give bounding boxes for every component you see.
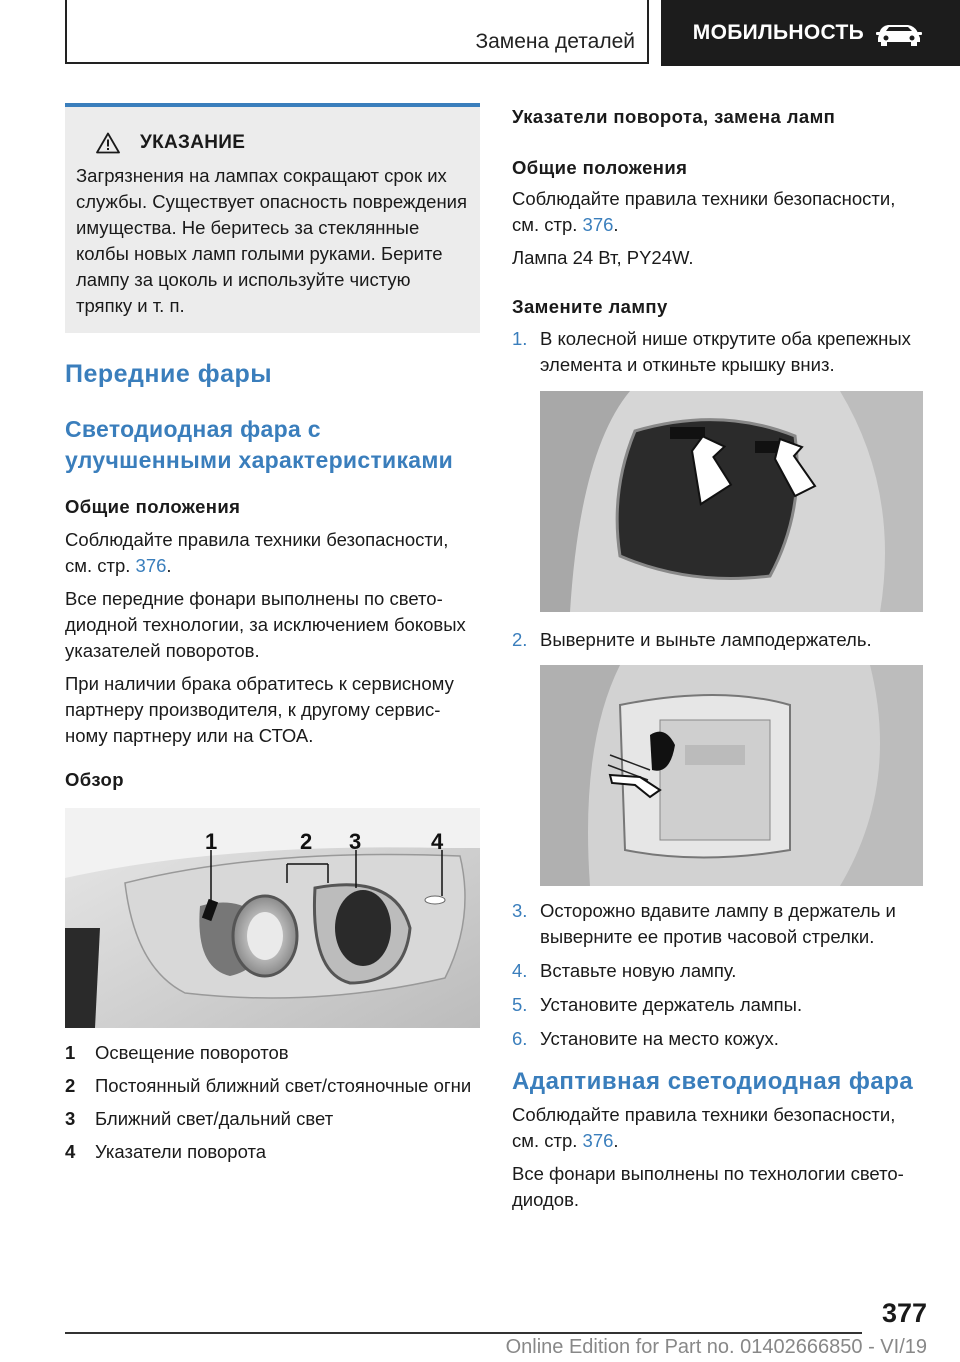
heading-adaptive-led: Адаптивная светодиодная фара <box>512 1068 914 1095</box>
footer-divider <box>65 1332 862 1334</box>
callout-1: 1 <box>205 829 218 854</box>
step-3 <box>512 898 927 950</box>
heading-led-line1: Светодиодная фара с <box>65 416 321 442</box>
lamp-holder-image <box>540 665 923 886</box>
callout-2: 2 <box>300 829 313 854</box>
defect-note: При наличии брака обратитесь к сервисному партнеру производителя, к другому сервис-ному партнеру или на СТОА. <box>65 673 454 746</box>
steps-3-6 <box>512 898 927 1052</box>
step-number: 1. <box>512 328 528 349</box>
footer-edition: Online Edition for Part no. 01402666850 - VI/19 <box>505 1336 927 1358</box>
header-section-title: Замена деталей <box>475 30 635 53</box>
headlight-overview-image <box>65 808 480 1028</box>
safety-period: . <box>166 555 172 576</box>
legend-item <box>65 1073 480 1099</box>
page-link-376[interactable]: 376 <box>135 555 167 576</box>
step-2 <box>512 627 927 653</box>
header-chapter-title: МОБИЛЬНОСТЬ <box>692 21 864 44</box>
step-number: 5. <box>512 994 528 1015</box>
warning-triangle-icon <box>96 132 120 154</box>
safety-period: . <box>613 1130 619 1151</box>
heading-front-headlights: Передние фары <box>65 360 273 388</box>
step-text: Вставьте новую лампу. <box>540 960 737 981</box>
safety-text: Соблюдайте правила техники безопасности, см. стр. <box>512 188 896 235</box>
legend-number: 1 <box>65 1042 76 1063</box>
warning-text: Загрязнения на лампах сокращают срок их службы. Существует опасность повреждения имущества. Не беритесь за стеклянные колбы новых ламп голыми руками. Берите лампу за цоколь и используйте чистую тряпку и т. п. <box>76 165 468 316</box>
step-text: Установите держатель лампы. <box>540 994 803 1015</box>
callout-4: 4 <box>431 829 444 854</box>
safety-text: Соблюдайте правила техники безопасности, см. стр. <box>512 1104 896 1151</box>
legend-item <box>65 1139 480 1165</box>
safety-note-adaptive <box>512 1102 927 1154</box>
step-5 <box>512 992 927 1018</box>
step-4 <box>512 958 927 984</box>
warning-heading <box>76 132 468 154</box>
car-icon <box>874 20 924 46</box>
safety-text: Соблюдайте правила техники безопасности, см. стр. <box>65 529 449 576</box>
step-number: 2. <box>512 629 528 650</box>
led-description: Все передние фонари выполнены по свето-диодной технологии, за исключением боковых указателей поворотов. <box>65 588 466 661</box>
lamp-spec: Лампа 24 Вт, PY24W. <box>512 247 694 268</box>
step-number: 3. <box>512 900 528 921</box>
warning-title: УКАЗАНИЕ <box>140 132 246 153</box>
callout-3: 3 <box>349 829 362 854</box>
step-text: Выверните и выньте ламподержатель. <box>540 629 872 650</box>
heading-general-left: Общие положения <box>65 496 241 517</box>
step-text: Осторожно вдавите лампу в держатель и выверните ее против часовой стрелки. <box>540 900 896 947</box>
overview-legend <box>65 1040 480 1172</box>
heading-led-line2: улучшенными характеристиками <box>65 447 454 473</box>
legend-text: Освещение поворотов <box>95 1042 289 1063</box>
legend-text: Указатели поворота <box>95 1141 267 1162</box>
step-number: 6. <box>512 1028 528 1049</box>
heading-replace-lamp: Замените лампу <box>512 296 668 317</box>
safety-note-right <box>512 186 927 238</box>
page-link-376[interactable]: 376 <box>582 214 614 235</box>
legend-text: Ближний свет/дальний свет <box>95 1108 334 1129</box>
page-link-376[interactable]: 376 <box>582 1130 614 1151</box>
header-chapter-tab <box>661 0 960 66</box>
step-text: В колесной нише открутите оба крепежных элемента и откиньте крышку вниз. <box>540 328 911 375</box>
heading-turn-signals: Указатели поворота, замена ламп <box>512 106 836 127</box>
step-number: 4. <box>512 960 528 981</box>
heading-general-right: Общие положения <box>512 157 688 178</box>
safety-period: . <box>613 214 619 235</box>
wheel-arch-cover-image <box>540 391 923 612</box>
legend-number: 4 <box>65 1141 76 1162</box>
warning-box <box>65 103 480 333</box>
adaptive-description: Все фонари выполнены по технологии свето-диодов. <box>512 1163 904 1210</box>
header-section-tab <box>65 0 649 64</box>
legend-text: Постоянный ближний свет/стояночные огни <box>95 1075 472 1096</box>
page-number: 377 <box>881 1298 927 1328</box>
legend-item <box>65 1106 480 1132</box>
heading-led-headlight <box>65 414 485 476</box>
step-6 <box>512 1026 927 1052</box>
heading-overview: Обзор <box>65 769 124 790</box>
legend-number: 2 <box>65 1075 76 1096</box>
step-text: Установите на место кожух. <box>540 1028 779 1049</box>
safety-note-left <box>65 527 480 579</box>
legend-number: 3 <box>65 1108 76 1129</box>
legend-item <box>65 1040 480 1066</box>
step-1 <box>512 326 927 378</box>
headlight-illustration <box>65 808 480 1028</box>
